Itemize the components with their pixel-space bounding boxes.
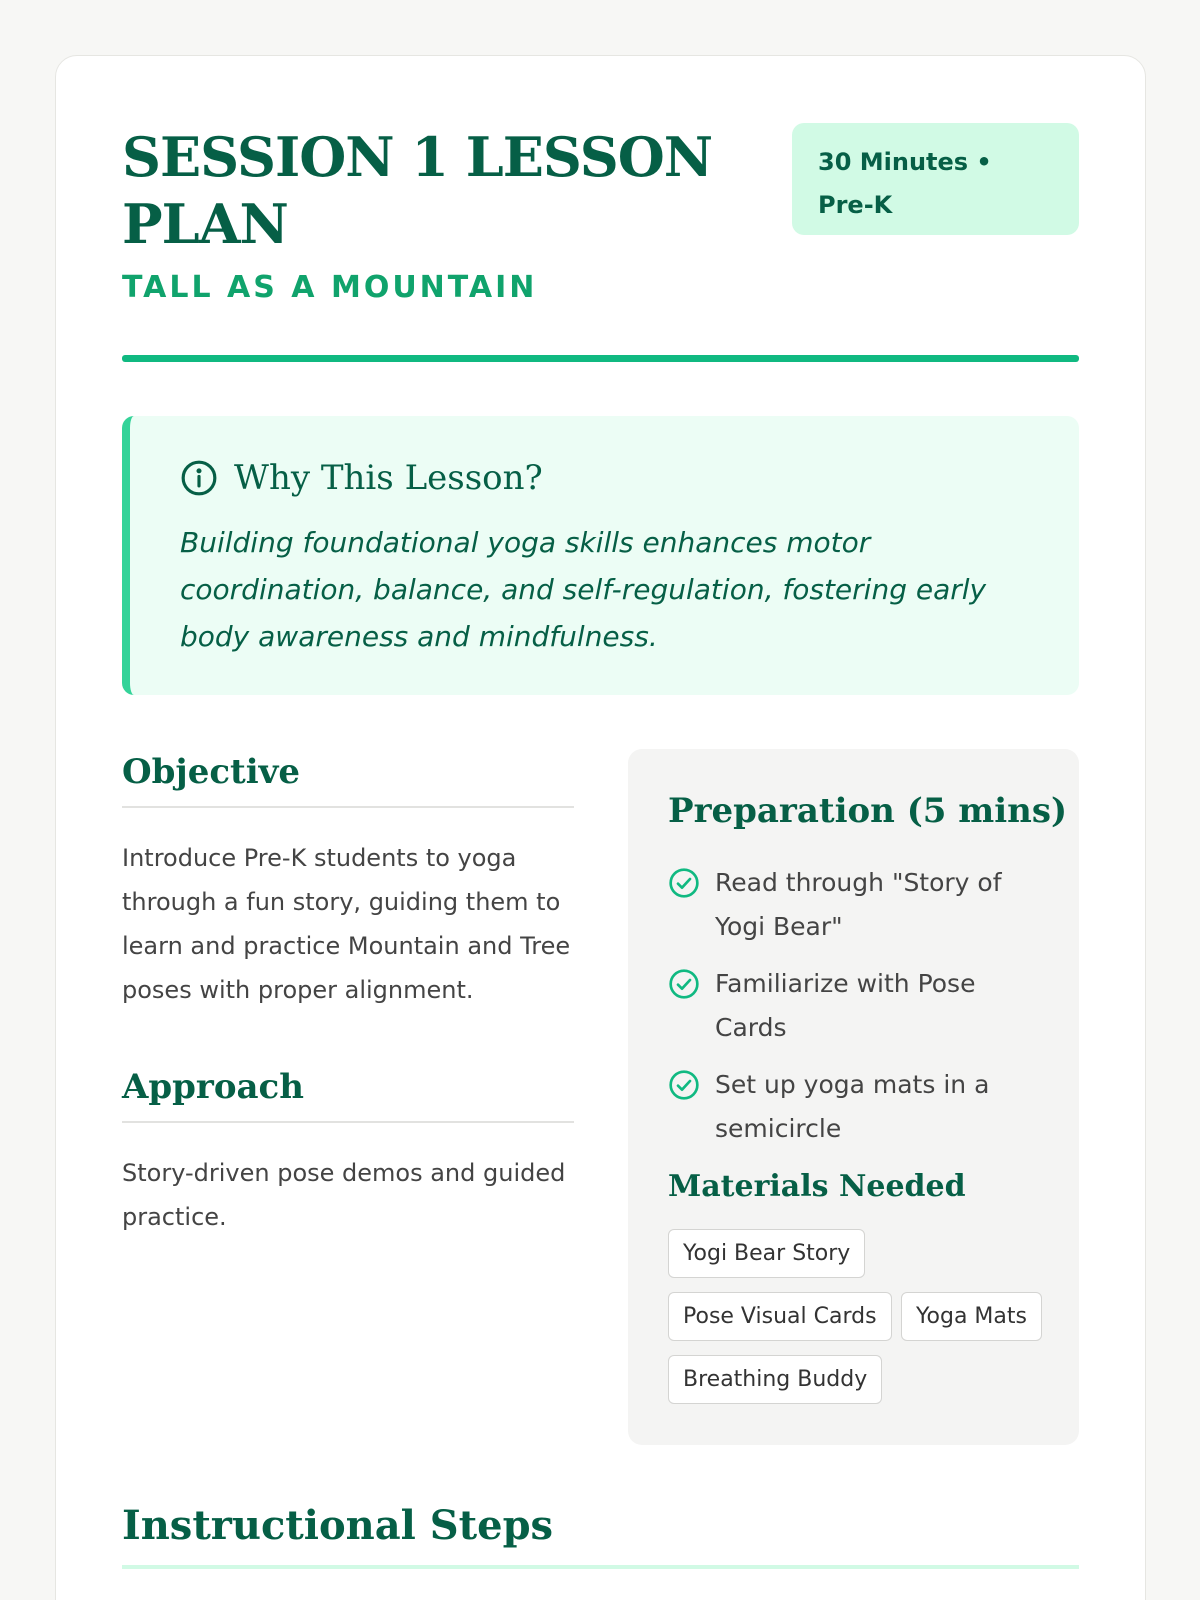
material-tag: Yogi Bear Story xyxy=(668,1229,865,1278)
objective-heading: Objective xyxy=(122,752,574,808)
check-circle-icon xyxy=(668,1069,700,1101)
steps-divider xyxy=(122,1565,1079,1569)
info-icon xyxy=(180,459,218,497)
check-circle-icon xyxy=(668,867,700,899)
list-item xyxy=(668,962,1048,1050)
preparation-item-text: Read through "Story of Yogi Bear" xyxy=(715,868,1002,941)
approach-heading: Approach xyxy=(122,1067,574,1123)
list-item xyxy=(668,1063,1048,1151)
objective-text: Introduce Pre-K students to yoga through a fun story, guiding them to learn and practice Mountain and Tree poses with proper alignment. xyxy=(122,844,571,1004)
check-circle-icon xyxy=(668,968,700,1000)
why-title: Why This Lesson? xyxy=(234,458,543,498)
list-item xyxy=(668,861,1048,949)
steps-heading: Instructional Steps xyxy=(122,1502,554,1549)
header-divider xyxy=(122,355,1079,362)
preparation-panel xyxy=(628,749,1079,1445)
page-subtitle: TALL AS A MOUNTAIN xyxy=(122,270,538,305)
duration-badge: 30 Minutes • Pre-K xyxy=(792,123,1079,235)
preparation-heading: Preparation (5 mins) xyxy=(668,791,1068,831)
preparation-item-text: Set up yoga mats in a semicircle xyxy=(715,1070,990,1143)
approach-text: Story-driven pose demos and guided practice. xyxy=(122,1159,566,1231)
why-callout xyxy=(122,416,1079,695)
material-tag: Yoga Mats xyxy=(901,1292,1042,1341)
material-tag: Pose Visual Cards xyxy=(668,1292,892,1341)
preparation-item-text: Familiarize with Pose Cards xyxy=(715,969,976,1042)
materials-heading: Materials Needed xyxy=(668,1169,966,1204)
material-tag: Breathing Buddy xyxy=(668,1355,882,1404)
why-header xyxy=(180,458,543,498)
why-text: Building foundational yoga skills enhances motor coordination, balance, and self-regulation, fostering early body awareness and mindfulness. xyxy=(180,526,987,653)
preparation-list xyxy=(668,861,1048,1164)
page-title: SESSION 1 LESSON PLAN xyxy=(122,125,713,256)
